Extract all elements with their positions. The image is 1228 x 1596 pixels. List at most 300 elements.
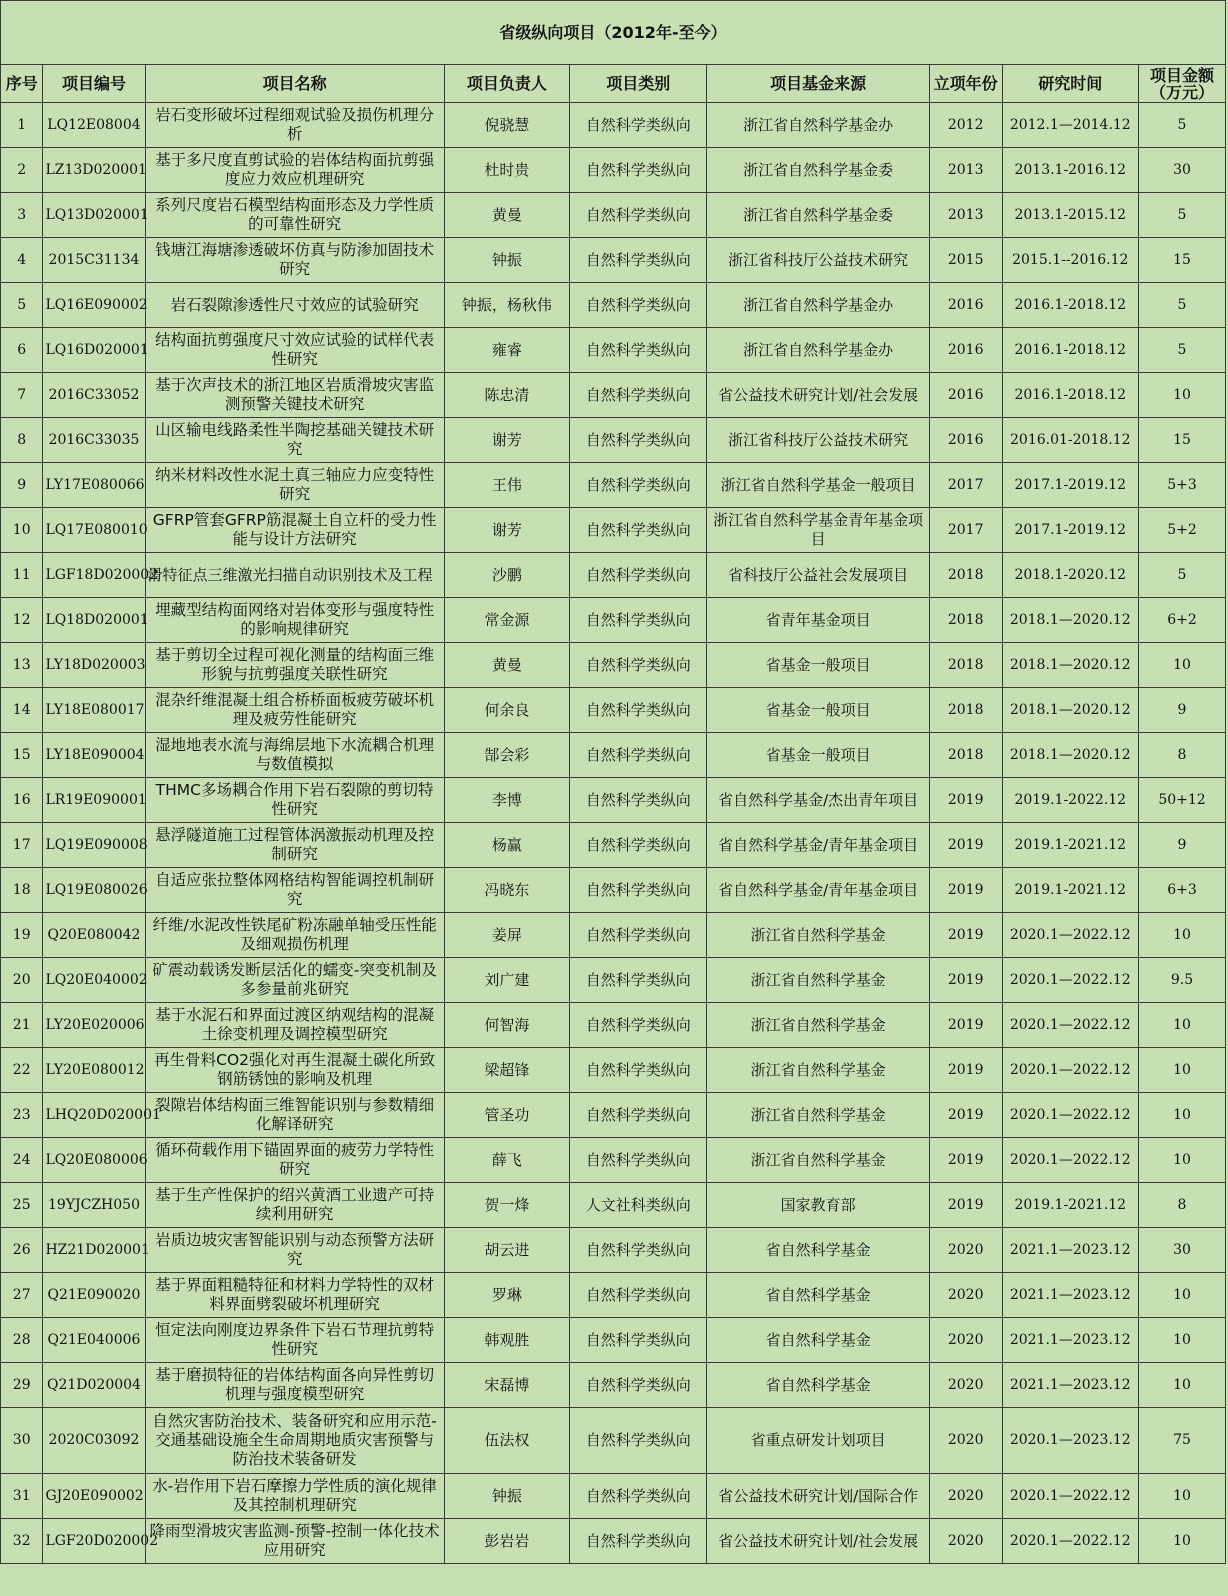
cell-code[interactable]: LQ20E040002: [43, 958, 145, 1003]
cell-year[interactable]: 2019: [929, 823, 1002, 868]
cell-category[interactable]: 自然科学类纵向: [570, 1519, 707, 1564]
cell-period[interactable]: 2020.1—2023.12: [1002, 1408, 1138, 1474]
cell-leader[interactable]: 杨赢: [444, 823, 569, 868]
cell-category[interactable]: 自然科学类纵向: [570, 1228, 707, 1273]
cell-code[interactable]: LR19E090001: [43, 778, 145, 823]
cell-amount[interactable]: 6+2: [1139, 598, 1226, 643]
header-amount: [1139, 65, 1226, 103]
table-row: [1, 238, 1226, 283]
cell-code[interactable]: LGF18D020002: [43, 553, 145, 598]
cell-name[interactable]: 混杂纤维混凝土组合桥桥面板疲劳破坏机理及疲劳性能研究: [145, 688, 444, 733]
cell-name[interactable]: 降雨型滑坡灾害监测-预警-控制一体化技术应用研究: [145, 1519, 444, 1564]
cell-code[interactable]: LZ13D020001: [43, 148, 145, 193]
cell-amount[interactable]: 10: [1139, 1048, 1226, 1093]
cell-seq[interactable]: 28: [1, 1318, 43, 1363]
cell-year[interactable]: 2019: [929, 958, 1002, 1003]
cell-source[interactable]: 浙江省自然科学基金办: [707, 103, 929, 148]
cell-source[interactable]: 省自然科学基金/杰出青年项目: [707, 778, 929, 823]
cell-year[interactable]: 2019: [929, 1183, 1002, 1228]
cell-seq[interactable]: 23: [1, 1093, 43, 1138]
cell-period[interactable]: 2020.1—2022.12: [1002, 1138, 1138, 1183]
cell-name[interactable]: 岩石变形破坏过程细观试验及损伤机理分析: [145, 103, 444, 148]
cell-seq[interactable]: 13: [1, 643, 43, 688]
cell-leader[interactable]: 谢芳: [444, 508, 569, 553]
cell-category[interactable]: 自然科学类纵向: [570, 418, 707, 463]
cell-period[interactable]: 2020.1—2022.12: [1002, 1519, 1138, 1564]
cell-category[interactable]: 自然科学类纵向: [570, 1048, 707, 1093]
cell-category[interactable]: 自然科学类纵向: [570, 958, 707, 1003]
cell-code[interactable]: LY20E020006: [43, 1003, 145, 1048]
cell-seq[interactable]: 26: [1, 1228, 43, 1273]
cell-year[interactable]: 2019: [929, 1048, 1002, 1093]
cell-category[interactable]: 自然科学类纵向: [570, 598, 707, 643]
cell-source[interactable]: 省公益技术研究计划/国际合作: [707, 1474, 929, 1519]
cell-year[interactable]: 2016: [929, 418, 1002, 463]
cell-year[interactable]: 2013: [929, 148, 1002, 193]
cell-amount[interactable]: 10: [1139, 643, 1226, 688]
cell-seq[interactable]: 20: [1, 958, 43, 1003]
cell-year[interactable]: 2018: [929, 553, 1002, 598]
cell-seq[interactable]: 15: [1, 733, 43, 778]
cell-amount[interactable]: 75: [1139, 1408, 1226, 1474]
cell-leader[interactable]: 宋磊博: [444, 1363, 569, 1408]
cell-seq[interactable]: 29: [1, 1363, 43, 1408]
table-row: [1, 1093, 1226, 1138]
cell-year[interactable]: 2019: [929, 1138, 1002, 1183]
cell-seq[interactable]: 14: [1, 688, 43, 733]
cell-amount[interactable]: 30: [1139, 148, 1226, 193]
cell-leader[interactable]: 王伟: [444, 463, 569, 508]
cell-amount[interactable]: 6+3: [1139, 868, 1226, 913]
cell-code[interactable]: LQ17E080010: [43, 508, 145, 553]
cell-amount[interactable]: 10: [1139, 1474, 1226, 1519]
cell-period[interactable]: 2021.1—2023.12: [1002, 1273, 1138, 1318]
cell-code[interactable]: LY18D020003: [43, 643, 145, 688]
cell-leader[interactable]: 沙鹏: [444, 553, 569, 598]
cell-period[interactable]: 2016.1-2018.12: [1002, 328, 1138, 373]
cell-amount[interactable]: 10: [1139, 1519, 1226, 1564]
cell-code[interactable]: LQ19E090008: [43, 823, 145, 868]
cell-name[interactable]: 裂隙岩体结构面三维智能识别与参数精细化解译研究: [145, 1093, 444, 1138]
cell-category[interactable]: 自然科学类纵向: [570, 1363, 707, 1408]
cell-category[interactable]: 自然科学类纵向: [570, 733, 707, 778]
cell-seq[interactable]: 21: [1, 1003, 43, 1048]
cell-category[interactable]: 自然科学类纵向: [570, 103, 707, 148]
cell-category[interactable]: 自然科学类纵向: [570, 238, 707, 283]
cell-name[interactable]: GFRP管套GFRP筋混凝土自立杆的受力性能与设计方法研究: [145, 508, 444, 553]
cell-code[interactable]: LY17E080066: [43, 463, 145, 508]
cell-code[interactable]: Q21E040006: [43, 1318, 145, 1363]
cell-seq[interactable]: 8: [1, 418, 43, 463]
cell-period[interactable]: 2019.1-2021.12: [1002, 823, 1138, 868]
cell-amount[interactable]: 15: [1139, 418, 1226, 463]
cell-source[interactable]: 省青年基金项目: [707, 598, 929, 643]
cell-leader[interactable]: 何余良: [444, 688, 569, 733]
cell-leader[interactable]: 钟振: [444, 238, 569, 283]
cell-category[interactable]: 自然科学类纵向: [570, 913, 707, 958]
cell-leader[interactable]: 黄曼: [444, 643, 569, 688]
cell-category[interactable]: 自然科学类纵向: [570, 148, 707, 193]
cell-leader[interactable]: 常金源: [444, 598, 569, 643]
table-row: [1, 553, 1226, 598]
cell-name[interactable]: 岩质边坡灾害智能识别与动态预警方法研究: [145, 1228, 444, 1273]
cell-name[interactable]: 山区输电线路柔性半陶挖基础关键技术研究: [145, 418, 444, 463]
cell-seq[interactable]: 4: [1, 238, 43, 283]
cell-source[interactable]: 省基金一般项目: [707, 643, 929, 688]
cell-name[interactable]: 湿地地表水流与海绵层地下水流耦合机理与数值模拟: [145, 733, 444, 778]
header-name: 项目名称: [145, 65, 444, 103]
cell-leader[interactable]: 管圣功: [444, 1093, 569, 1138]
cell-leader[interactable]: 郜会彩: [444, 733, 569, 778]
cell-period[interactable]: 2021.1—2023.12: [1002, 1363, 1138, 1408]
cell-year[interactable]: 2020: [929, 1228, 1002, 1273]
cell-code[interactable]: 2020C03092: [43, 1408, 145, 1474]
cell-leader[interactable]: 彭岩岩: [444, 1519, 569, 1564]
cell-code[interactable]: 2015C31134: [43, 238, 145, 283]
cell-amount[interactable]: 5: [1139, 328, 1226, 373]
cell-leader[interactable]: 胡云进: [444, 1228, 569, 1273]
cell-leader[interactable]: 冯晓东: [444, 868, 569, 913]
cell-leader[interactable]: 薛飞: [444, 1138, 569, 1183]
cell-period[interactable]: 2021.1—2023.12: [1002, 1318, 1138, 1363]
cell-year[interactable]: 2013: [929, 193, 1002, 238]
cell-seq[interactable]: 3: [1, 193, 43, 238]
cell-source[interactable]: 浙江省科技厅公益技术研究: [707, 418, 929, 463]
cell-category[interactable]: 自然科学类纵向: [570, 553, 707, 598]
cell-seq[interactable]: 9: [1, 463, 43, 508]
cell-source[interactable]: 浙江省自然科学基金: [707, 1003, 929, 1048]
cell-year[interactable]: 2016: [929, 328, 1002, 373]
cell-category[interactable]: 自然科学类纵向: [570, 1474, 707, 1519]
cell-source[interactable]: 浙江省自然科学基金办: [707, 283, 929, 328]
cell-source[interactable]: 省基金一般项目: [707, 733, 929, 778]
cell-leader[interactable]: 钟振: [444, 1474, 569, 1519]
cell-category[interactable]: 自然科学类纵向: [570, 823, 707, 868]
cell-leader[interactable]: 李博: [444, 778, 569, 823]
cell-leader[interactable]: 倪骁慧: [444, 103, 569, 148]
cell-period[interactable]: 2015.1--2016.12: [1002, 238, 1138, 283]
cell-code[interactable]: LQ16E090002: [43, 283, 145, 328]
cell-period[interactable]: 2013.1-2016.12: [1002, 148, 1138, 193]
cell-category[interactable]: 自然科学类纵向: [570, 1273, 707, 1318]
cell-name[interactable]: 纤维/水泥改性铁尾矿粉冻融单轴受压性能及细观损伤机理: [145, 913, 444, 958]
cell-source[interactable]: 省自然科学基金/青年基金项目: [707, 823, 929, 868]
table-row: [1, 328, 1226, 373]
cell-amount[interactable]: 10: [1139, 913, 1226, 958]
cell-source[interactable]: 省公益技术研究计划/社会发展: [707, 1519, 929, 1564]
cell-code[interactable]: LQ16D020001: [43, 328, 145, 373]
cell-source[interactable]: 浙江省自然科学基金办: [707, 328, 929, 373]
cell-seq[interactable]: 16: [1, 778, 43, 823]
cell-year[interactable]: 2018: [929, 598, 1002, 643]
cell-category[interactable]: 自然科学类纵向: [570, 1138, 707, 1183]
cell-period[interactable]: 2018.1—2020.12: [1002, 598, 1138, 643]
cell-amount[interactable]: 5: [1139, 283, 1226, 328]
cell-amount[interactable]: 9.5: [1139, 958, 1226, 1003]
cell-amount[interactable]: 5+2: [1139, 508, 1226, 553]
cell-name[interactable]: 基于剪切全过程可视化测量的结构面三维形貌与抗剪强度关联性研究: [145, 643, 444, 688]
cell-period[interactable]: 2020.1—2022.12: [1002, 1003, 1138, 1048]
header-amount-line1: 项目金额: [1149, 65, 1214, 85]
cell-code[interactable]: LQ18D020001: [43, 598, 145, 643]
cell-code[interactable]: Q20E080042: [43, 913, 145, 958]
cell-category[interactable]: 自然科学类纵向: [570, 688, 707, 733]
cell-source[interactable]: 省重点研发计划项目: [707, 1408, 929, 1474]
cell-source[interactable]: 浙江省自然科学基金委: [707, 148, 929, 193]
cell-year[interactable]: 2018: [929, 688, 1002, 733]
cell-name[interactable]: 钱塘江海塘渗透破坏仿真与防渗加固技术研究: [145, 238, 444, 283]
cell-period[interactable]: 2017.1-2019.12: [1002, 508, 1138, 553]
cell-name[interactable]: 基于界面粗糙特征和材料力学特性的双材料界面劈裂破坏机理研究: [145, 1273, 444, 1318]
cell-name[interactable]: 滑特征点三维激光扫描自动识别技术及工程: [145, 553, 444, 598]
cell-period[interactable]: 2016.1-2018.12: [1002, 373, 1138, 418]
cell-seq[interactable]: 7: [1, 373, 43, 418]
cell-category[interactable]: 自然科学类纵向: [570, 1003, 707, 1048]
cell-seq[interactable]: 6: [1, 328, 43, 373]
cell-period[interactable]: 2021.1—2023.12: [1002, 1228, 1138, 1273]
cell-year[interactable]: 2020: [929, 1363, 1002, 1408]
cell-period[interactable]: 2016.1-2018.12: [1002, 283, 1138, 328]
cell-seq[interactable]: 31: [1, 1474, 43, 1519]
cell-year[interactable]: 2020: [929, 1408, 1002, 1474]
cell-amount[interactable]: 10: [1139, 1093, 1226, 1138]
cell-category[interactable]: 自然科学类纵向: [570, 373, 707, 418]
table-row: [1, 958, 1226, 1003]
cell-amount[interactable]: 5: [1139, 103, 1226, 148]
cell-period[interactable]: 2020.1—2022.12: [1002, 1048, 1138, 1093]
cell-leader[interactable]: 谢芳: [444, 418, 569, 463]
cell-seq[interactable]: 1: [1, 103, 43, 148]
cell-amount[interactable]: 8: [1139, 1183, 1226, 1228]
cell-year[interactable]: 2017: [929, 463, 1002, 508]
cell-year[interactable]: 2017: [929, 508, 1002, 553]
cell-period[interactable]: 2019.1-2022.12: [1002, 778, 1138, 823]
cell-name[interactable]: 基于多尺度直剪试验的岩体结构面抗剪强度应力效应机理研究: [145, 148, 444, 193]
cell-code[interactable]: LY20E080012: [43, 1048, 145, 1093]
cell-leader[interactable]: 杜时贵: [444, 148, 569, 193]
cell-category[interactable]: 自然科学类纵向: [570, 868, 707, 913]
cell-seq[interactable]: 25: [1, 1183, 43, 1228]
cell-name[interactable]: 基于磨损特征的岩体结构面各向异性剪切机理与强度模型研究: [145, 1363, 444, 1408]
cell-period[interactable]: 2013.1-2015.12: [1002, 193, 1138, 238]
cell-seq[interactable]: 2: [1, 148, 43, 193]
cell-code[interactable]: HZ21D020001: [43, 1228, 145, 1273]
cell-seq[interactable]: 27: [1, 1273, 43, 1318]
table-row: [1, 418, 1226, 463]
cell-source[interactable]: 省公益技术研究计划/社会发展: [707, 373, 929, 418]
cell-year[interactable]: 2020: [929, 1318, 1002, 1363]
cell-category[interactable]: 自然科学类纵向: [570, 643, 707, 688]
cell-source[interactable]: 浙江省自然科学基金: [707, 1093, 929, 1138]
cell-seq[interactable]: 24: [1, 1138, 43, 1183]
cell-amount[interactable]: 50+12: [1139, 778, 1226, 823]
cell-seq[interactable]: 18: [1, 868, 43, 913]
cell-source[interactable]: 浙江省自然科学基金: [707, 958, 929, 1003]
cell-amount[interactable]: 10: [1139, 1318, 1226, 1363]
cell-source[interactable]: 浙江省自然科学基金: [707, 913, 929, 958]
cell-year[interactable]: 2020: [929, 1474, 1002, 1519]
cell-year[interactable]: 2018: [929, 643, 1002, 688]
cell-code[interactable]: LY18E090004: [43, 733, 145, 778]
cell-category[interactable]: 自然科学类纵向: [570, 1093, 707, 1138]
cell-category[interactable]: 自然科学类纵向: [570, 508, 707, 553]
cell-name[interactable]: 结构面抗剪强度尺寸效应试验的试样代表性研究: [145, 328, 444, 373]
cell-source[interactable]: 浙江省自然科学基金一般项目: [707, 463, 929, 508]
cell-source[interactable]: 省自然科学基金: [707, 1228, 929, 1273]
cell-year[interactable]: 2019: [929, 1093, 1002, 1138]
table-row: [1, 868, 1226, 913]
cell-code[interactable]: Q21E090020: [43, 1273, 145, 1318]
cell-amount[interactable]: 10: [1139, 1363, 1226, 1408]
cell-source[interactable]: 国家教育部: [707, 1183, 929, 1228]
cell-name[interactable]: 岩石裂隙渗透性尺寸效应的试验研究: [145, 283, 444, 328]
cell-period[interactable]: 2017.1-2019.12: [1002, 463, 1138, 508]
cell-period[interactable]: 2020.1—2022.12: [1002, 1093, 1138, 1138]
cell-leader[interactable]: 陈忠清: [444, 373, 569, 418]
cell-code[interactable]: 2016C33052: [43, 373, 145, 418]
cell-seq[interactable]: 11: [1, 553, 43, 598]
table-row: [1, 1273, 1226, 1318]
cell-leader[interactable]: 黄曼: [444, 193, 569, 238]
cell-name[interactable]: 恒定法向刚度边界条件下岩石节理抗剪特性研究: [145, 1318, 444, 1363]
cell-period[interactable]: 2020.1—2022.12: [1002, 913, 1138, 958]
cell-amount[interactable]: 5: [1139, 553, 1226, 598]
cell-period[interactable]: 2018.1—2020.12: [1002, 643, 1138, 688]
cell-name[interactable]: THMC多场耦合作用下岩石裂隙的剪切特性研究: [145, 778, 444, 823]
cell-code[interactable]: LQ12E08004: [43, 103, 145, 148]
cell-code[interactable]: LHQ20D020001: [43, 1093, 145, 1138]
cell-year[interactable]: 2019: [929, 868, 1002, 913]
cell-code[interactable]: LGF20D020002: [43, 1519, 145, 1564]
cell-leader[interactable]: 钟振，杨秋伟: [444, 283, 569, 328]
cell-name[interactable]: 基于次声技术的浙江地区岩质滑坡灾害监测预警关键技术研究: [145, 373, 444, 418]
cell-year[interactable]: 2020: [929, 1273, 1002, 1318]
cell-name[interactable]: 矿震动载诱发断层活化的蠕变-突变机制及多参量前兆研究: [145, 958, 444, 1003]
cell-leader[interactable]: 韩观胜: [444, 1318, 569, 1363]
cell-source[interactable]: 省自然科学基金: [707, 1318, 929, 1363]
cell-year[interactable]: 2019: [929, 913, 1002, 958]
cell-amount[interactable]: 10: [1139, 1138, 1226, 1183]
header-period: 研究时间: [1002, 65, 1138, 103]
cell-amount[interactable]: 10: [1139, 1273, 1226, 1318]
cell-category[interactable]: 自然科学类纵向: [570, 1408, 707, 1474]
cell-leader[interactable]: 刘广建: [444, 958, 569, 1003]
cell-code[interactable]: LQ19E080026: [43, 868, 145, 913]
cell-name[interactable]: 自适应张拉整体网格结构智能调控机制研究: [145, 868, 444, 913]
cell-year[interactable]: 2012: [929, 103, 1002, 148]
cell-seq[interactable]: 22: [1, 1048, 43, 1093]
cell-name[interactable]: 自然灾害防治技术、装备研究和应用示范-交通基础设施全生命周期地质灾害预警与防治技术装备研发: [145, 1408, 444, 1474]
cell-period[interactable]: 2020.1—2022.12: [1002, 1474, 1138, 1519]
cell-name[interactable]: 埋藏型结构面网络对岩体变形与强度特性的影响规律研究: [145, 598, 444, 643]
cell-period[interactable]: 2020.1—2022.12: [1002, 958, 1138, 1003]
cell-code[interactable]: 19YJCZH050: [43, 1183, 145, 1228]
cell-category[interactable]: 自然科学类纵向: [570, 778, 707, 823]
cell-leader[interactable]: 姜屏: [444, 913, 569, 958]
cell-source[interactable]: 省自然科学基金: [707, 1363, 929, 1408]
cell-name[interactable]: 循环荷载作用下锚固界面的疲劳力学特性研究: [145, 1138, 444, 1183]
cell-leader[interactable]: 罗琳: [444, 1273, 569, 1318]
cell-period[interactable]: 2018.1—2020.12: [1002, 733, 1138, 778]
cell-year[interactable]: 2019: [929, 1003, 1002, 1048]
cell-name[interactable]: 基于生产性保护的绍兴黄酒工业遗产可持续利用研究: [145, 1183, 444, 1228]
cell-leader[interactable]: 梁超锋: [444, 1048, 569, 1093]
cell-period[interactable]: 2018.1—2020.12: [1002, 688, 1138, 733]
cell-period[interactable]: 2019.1-2021.12: [1002, 868, 1138, 913]
cell-category[interactable]: 自然科学类纵向: [570, 283, 707, 328]
cell-period[interactable]: 2012.1—2014.12: [1002, 103, 1138, 148]
cell-year[interactable]: 2015: [929, 238, 1002, 283]
cell-seq[interactable]: 19: [1, 913, 43, 958]
cell-category[interactable]: 自然科学类纵向: [570, 328, 707, 373]
cell-source[interactable]: 省自然科学基金: [707, 1273, 929, 1318]
cell-seq[interactable]: 30: [1, 1408, 43, 1474]
cell-leader[interactable]: 雍睿: [444, 328, 569, 373]
cell-source[interactable]: 浙江省自然科学基金委: [707, 193, 929, 238]
cell-source[interactable]: 浙江省科技厅公益技术研究: [707, 238, 929, 283]
cell-source[interactable]: 省科技厅公益社会发展项目: [707, 553, 929, 598]
cell-seq[interactable]: 32: [1, 1519, 43, 1564]
cell-code[interactable]: LQ20E080006: [43, 1138, 145, 1183]
cell-leader[interactable]: 伍法权: [444, 1408, 569, 1474]
cell-category[interactable]: 自然科学类纵向: [570, 1318, 707, 1363]
cell-name[interactable]: 悬浮隧道施工过程管体涡激振动机理及控制研究: [145, 823, 444, 868]
cell-code[interactable]: LQ13D020001: [43, 193, 145, 238]
cell-seq[interactable]: 12: [1, 598, 43, 643]
cell-amount[interactable]: 30: [1139, 1228, 1226, 1273]
cell-name[interactable]: 系列尺度岩石模型结构面形态及力学性质的可靠性研究: [145, 193, 444, 238]
cell-category[interactable]: 自然科学类纵向: [570, 193, 707, 238]
cell-seq[interactable]: 17: [1, 823, 43, 868]
cell-amount[interactable]: 8: [1139, 733, 1226, 778]
cell-source[interactable]: 浙江省自然科学基金: [707, 1048, 929, 1093]
cell-period[interactable]: 2019.1-2021.12: [1002, 1183, 1138, 1228]
cell-seq[interactable]: 5: [1, 283, 43, 328]
cell-year[interactable]: 2018: [929, 733, 1002, 778]
cell-seq[interactable]: 10: [1, 508, 43, 553]
cell-amount[interactable]: 10: [1139, 373, 1226, 418]
cell-leader[interactable]: 贺一烽: [444, 1183, 569, 1228]
cell-source[interactable]: 省自然科学基金/青年基金项目: [707, 868, 929, 913]
cell-source[interactable]: 省基金一般项目: [707, 688, 929, 733]
cell-code[interactable]: GJ20E090002: [43, 1474, 145, 1519]
cell-code[interactable]: 2016C33035: [43, 418, 145, 463]
cell-source[interactable]: 浙江省自然科学基金: [707, 1138, 929, 1183]
cell-code[interactable]: Q21D020004: [43, 1363, 145, 1408]
cell-category[interactable]: 自然科学类纵向: [570, 463, 707, 508]
cell-year[interactable]: 2020: [929, 1519, 1002, 1564]
cell-amount[interactable]: 10: [1139, 1003, 1226, 1048]
cell-name[interactable]: 再生骨料CO2强化对再生混凝土碳化所致钢筋锈蚀的影响及机理: [145, 1048, 444, 1093]
cell-year[interactable]: 2019: [929, 778, 1002, 823]
cell-period[interactable]: 2018.1-2020.12: [1002, 553, 1138, 598]
cell-amount[interactable]: 9: [1139, 823, 1226, 868]
cell-amount[interactable]: 5+3: [1139, 463, 1226, 508]
cell-year[interactable]: 2016: [929, 373, 1002, 418]
cell-name[interactable]: 基于水泥石和界面过渡区纳观结构的混凝土徐变机理及调控模型研究: [145, 1003, 444, 1048]
cell-amount[interactable]: 5: [1139, 193, 1226, 238]
cell-name[interactable]: 水-岩作用下岩石摩擦力学性质的演化规律及其控制机理研究: [145, 1474, 444, 1519]
cell-leader[interactable]: 何智海: [444, 1003, 569, 1048]
cell-amount[interactable]: 9: [1139, 688, 1226, 733]
cell-code[interactable]: LY18E080017: [43, 688, 145, 733]
cell-name[interactable]: 纳米材料改性水泥土真三轴应力应变特性研究: [145, 463, 444, 508]
cell-category[interactable]: 人文社科类纵向: [570, 1183, 707, 1228]
cell-amount[interactable]: 15: [1139, 238, 1226, 283]
cell-year[interactable]: 2016: [929, 283, 1002, 328]
cell-source[interactable]: 浙江省自然科学基金青年基金项目: [707, 508, 929, 553]
cell-period[interactable]: 2016.01-2018.12: [1002, 418, 1138, 463]
